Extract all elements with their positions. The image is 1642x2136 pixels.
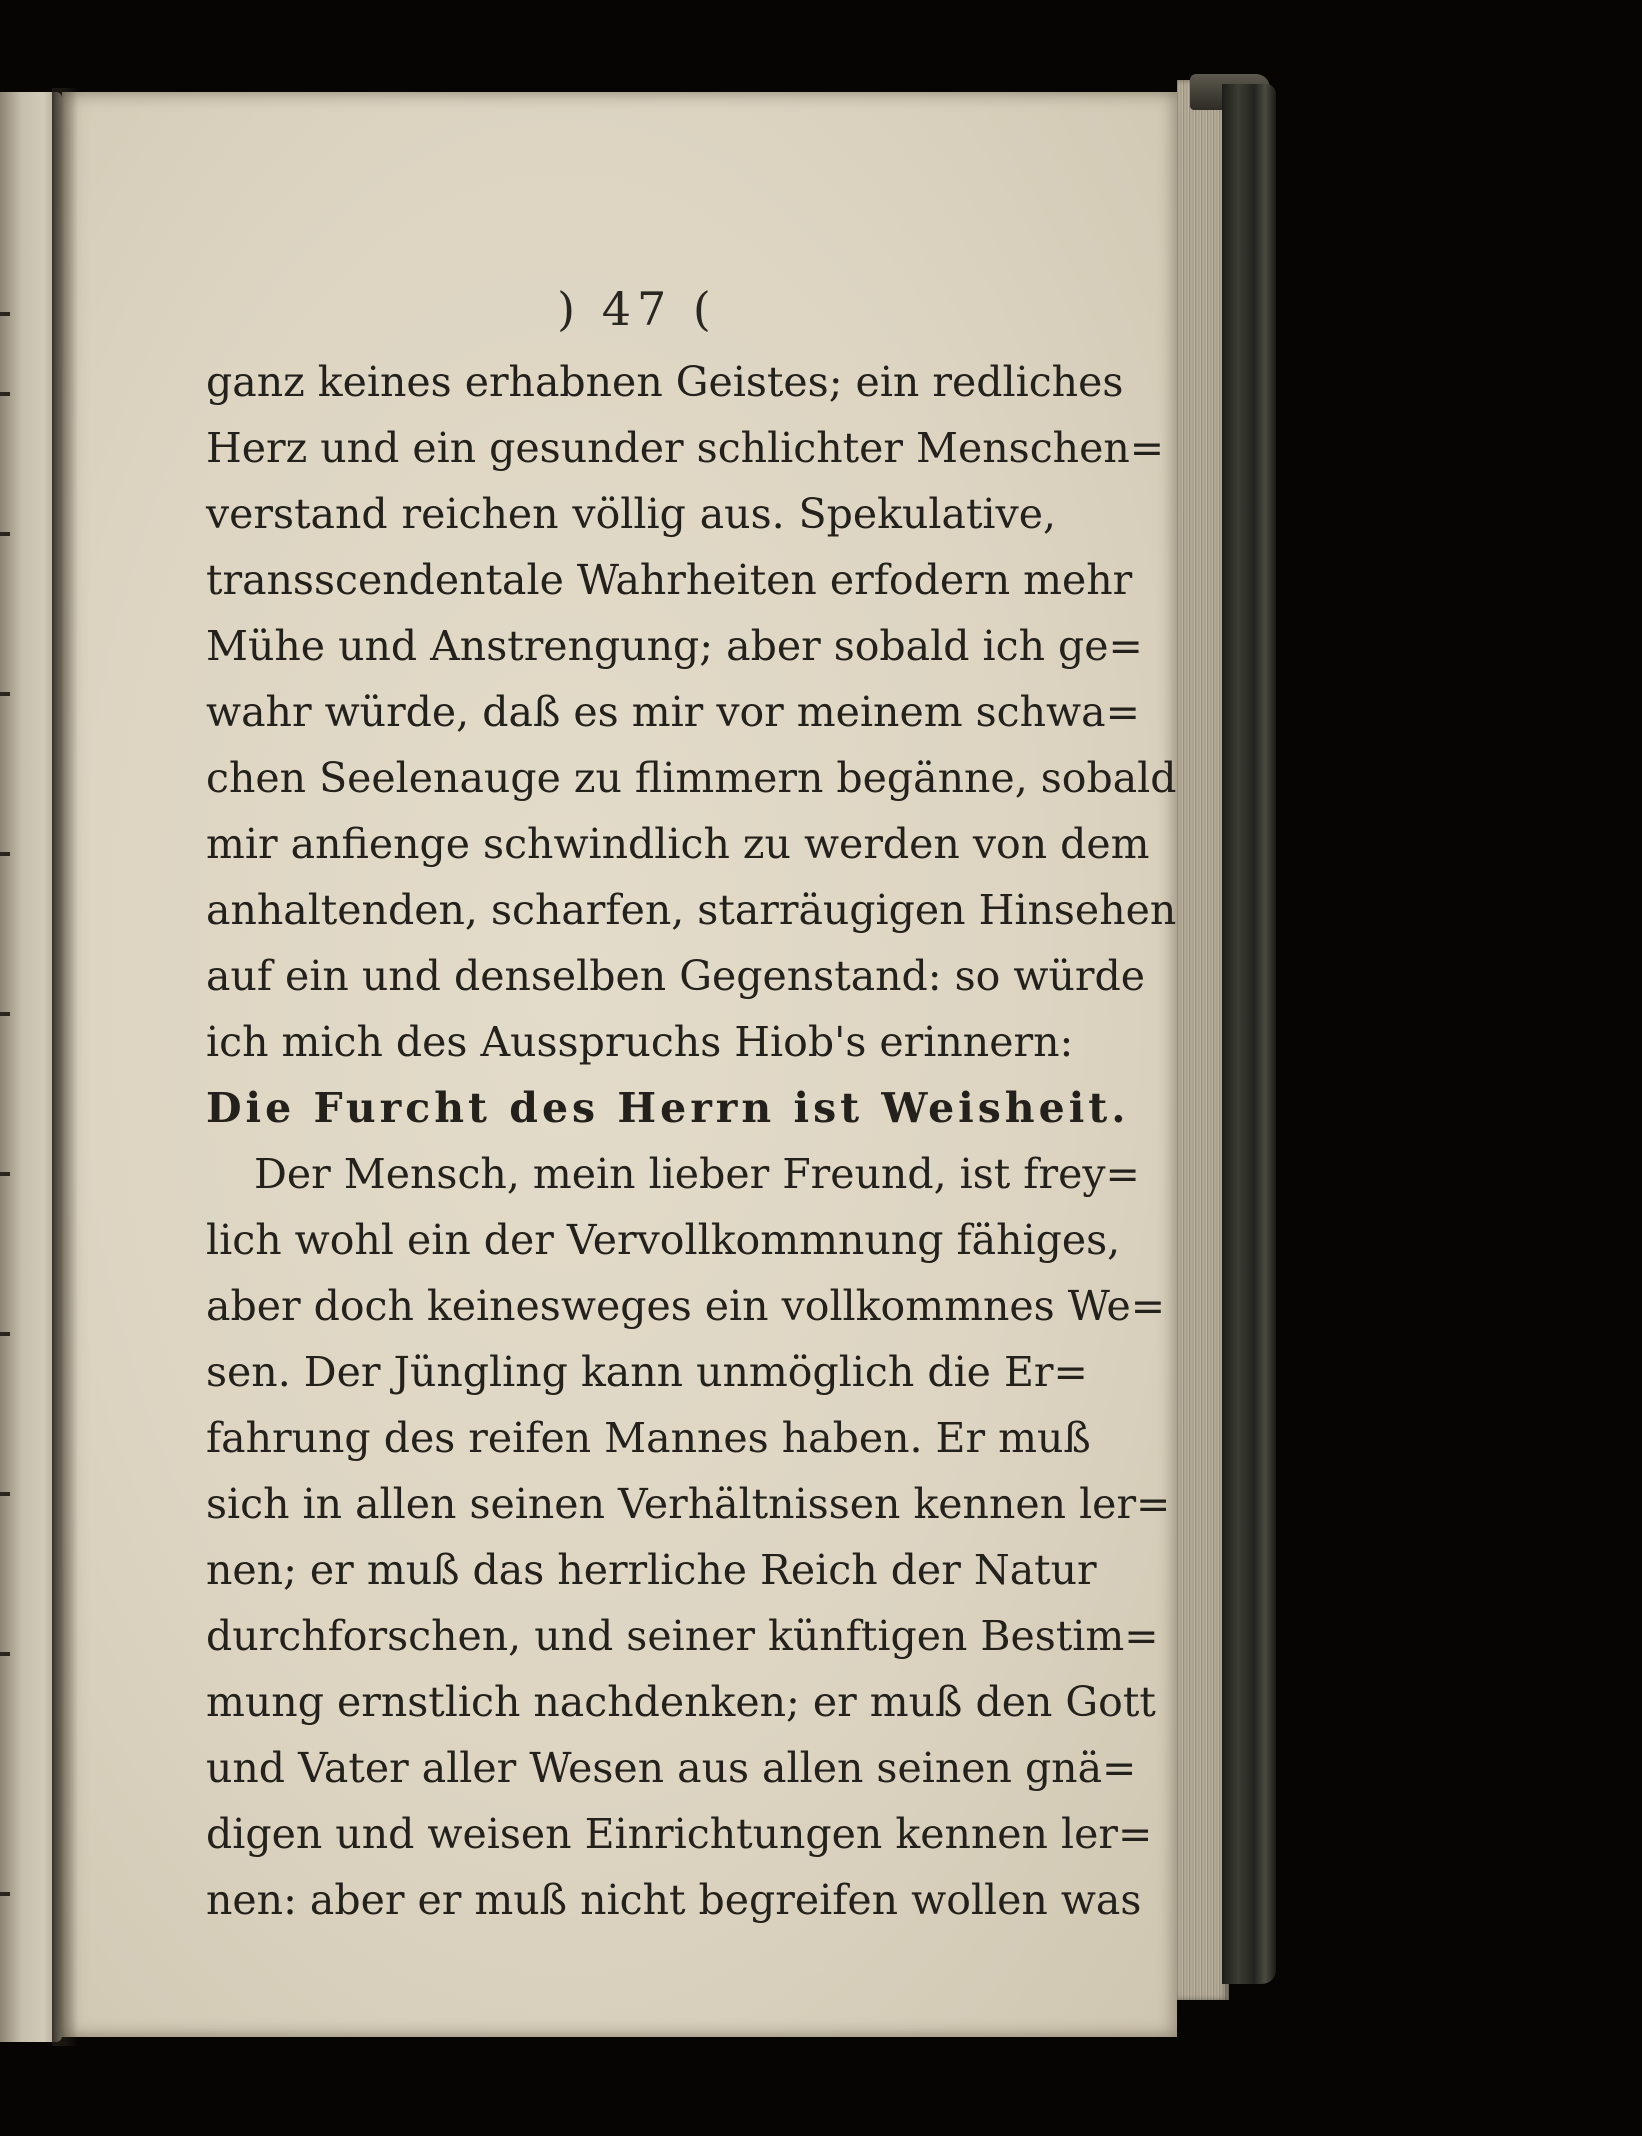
print-mark	[0, 312, 10, 316]
text-line: sen. Der Jüngling kann unmöglich die Er=	[206, 1348, 1088, 1396]
text-line: sich in allen seinen Verhältnissen kennen ler=	[206, 1480, 1171, 1528]
book-cover	[1222, 84, 1276, 1984]
text-line: anhaltenden, scharfen, starräugigen Hinsehen	[206, 886, 1177, 934]
print-mark	[0, 1332, 10, 1336]
print-mark	[0, 1892, 10, 1896]
text-line: fahrung des reifen Mannes haben. Er muß	[206, 1414, 1091, 1462]
print-mark	[0, 392, 10, 396]
text-line: transscendentale Wahrheiten erfodern mehr	[206, 556, 1133, 604]
text-line: digen und weisen Einrichtungen kennen ler=	[206, 1810, 1153, 1858]
text-line: mir anfienge schwindlich zu werden von dem	[206, 820, 1150, 868]
text-line: Mühe und Anstrengung; aber sobald ich ge=	[206, 622, 1143, 670]
text-line: mung ernstlich nachdenken; er muß den Gott	[206, 1678, 1156, 1726]
text-line: ganz keines erhabnen Geistes; ein redliches	[206, 358, 1124, 406]
page-number: ) 47 (	[557, 282, 717, 336]
print-mark	[0, 1492, 10, 1496]
print-mark	[0, 1012, 10, 1016]
emphasized-text-line: Die Furcht des Herrn ist Weisheit.	[206, 1084, 1130, 1132]
text-line: nen: aber er muß nicht begreifen wollen was	[206, 1876, 1142, 1924]
print-mark	[0, 1172, 10, 1176]
text-line: chen Seelenauge zu flimmern begänne, sobald	[206, 754, 1177, 802]
print-mark	[0, 1652, 10, 1656]
text-line: verstand reichen völlig aus. Spekulative,	[206, 490, 1056, 538]
text-line: ich mich des Ausspruchs Hiob's erinnern:	[206, 1018, 1074, 1066]
text-line: Herz und ein gesunder schlichter Menschen=	[206, 424, 1165, 472]
print-mark	[0, 532, 10, 536]
print-mark	[0, 692, 10, 696]
print-mark	[0, 852, 10, 856]
gutter-shadow	[52, 88, 78, 2046]
book-page	[62, 92, 1177, 2037]
text-line: wahr würde, daß es mir vor meinem schwa=	[206, 688, 1140, 736]
text-line: aber doch keinesweges ein vollkommnes We=	[206, 1282, 1166, 1330]
text-line: Der Mensch, mein lieber Freund, ist frey=	[254, 1150, 1140, 1198]
text-line: und Vater aller Wesen aus allen seinen gnä=	[206, 1744, 1137, 1792]
text-line: lich wohl ein der Vervollkommnung fähiges,	[206, 1216, 1121, 1264]
text-line: nen; er muß das herrliche Reich der Natur	[206, 1546, 1097, 1594]
text-line: auf ein und denselben Gegenstand: so würde	[206, 952, 1145, 1000]
text-line: durchforschen, und seiner künftigen Bestim=	[206, 1612, 1159, 1660]
